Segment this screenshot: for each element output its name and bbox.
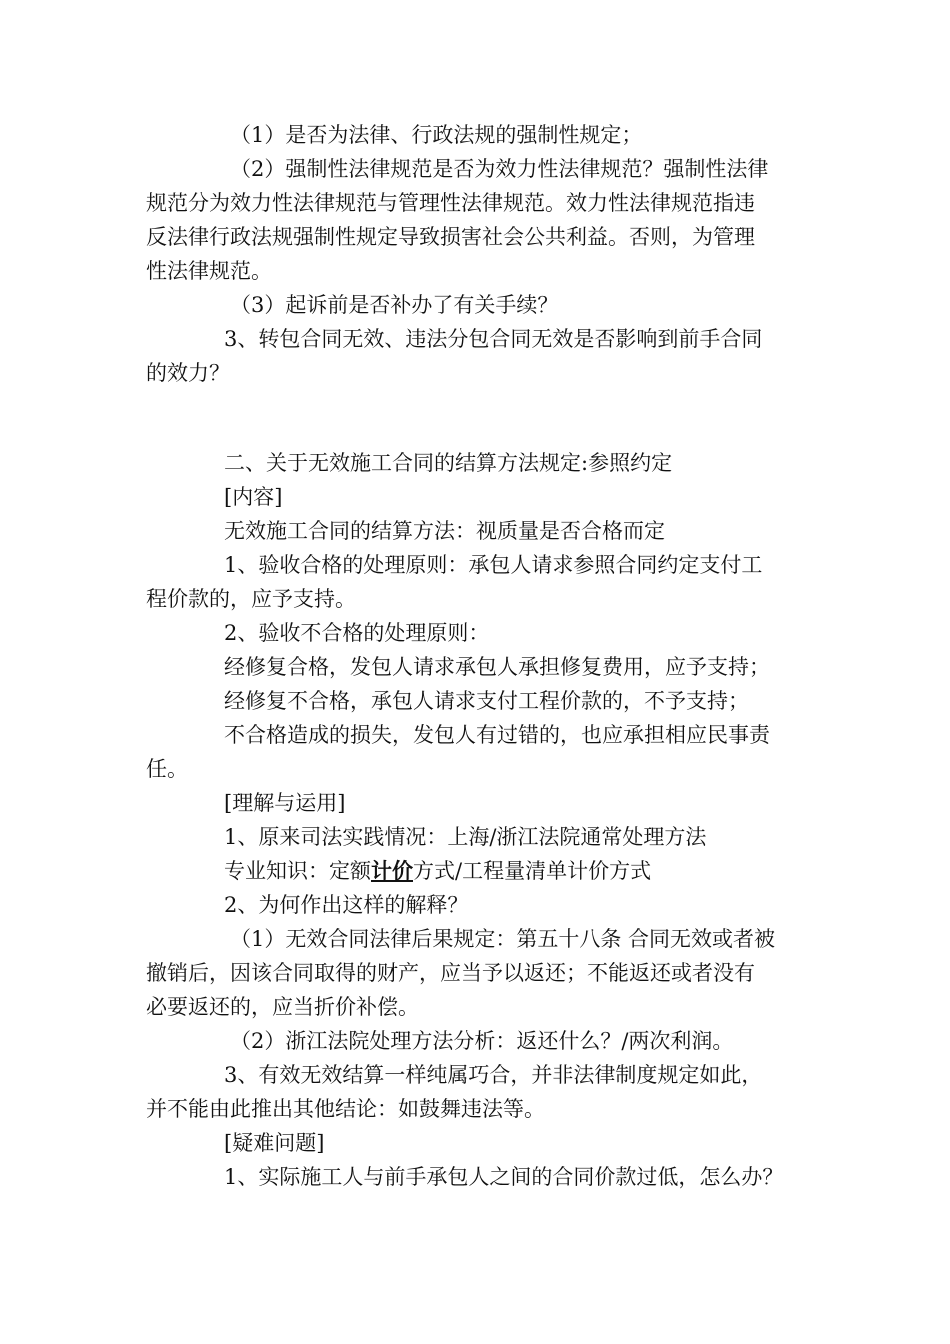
paragraph-line: 3、转包合同无效、违法分包合同无效是否影响到前手合同 xyxy=(224,327,763,351)
paragraph-line: 并不能由此推出其他结论：如鼓舞违法等。 xyxy=(146,1097,545,1121)
understanding-label: [理解与运用] xyxy=(224,791,346,815)
repaired-unqualified-line: 经修复不合格，承包人请求支付工程价款的，不予支持； xyxy=(224,689,749,713)
loss-liability-paragraph xyxy=(146,718,806,786)
paragraph-line: 反法律行政法规强制性规定导致损害社会公共利益。否则，为管理 xyxy=(146,225,755,249)
repaired-qualified-line: 经修复合格，发包人请求承包人承担修复费用，应予支持； xyxy=(224,655,770,679)
paragraph-line: 3、有效无效结算一样纯属巧合，并非法律制度规定如此， xyxy=(224,1063,763,1087)
knowledge-suffix: 方式/工程量清单计价方式 xyxy=(413,859,652,883)
why-explanation-line: 2、为何作出这样的解释？ xyxy=(224,893,469,917)
paragraph-line: 规范分为效力性法律规范与管理性法律规范。效力性法律规范指违 xyxy=(146,191,755,215)
section-spacer xyxy=(146,390,806,446)
coincidence-paragraph xyxy=(146,1058,806,1126)
content-label: [内容] xyxy=(224,485,283,509)
zhejiang-analysis-line: （2）浙江法院处理方法分析：返还什么？/两次利润。 xyxy=(230,1029,734,1053)
item-3-line: （3）起诉前是否补办了有关手续？ xyxy=(230,293,559,317)
invalid-contract-consequence-paragraph xyxy=(146,922,806,1024)
difficult-issues-label: [疑难问题] xyxy=(224,1131,325,1155)
paragraph-line: （2）强制性法律规范是否为效力性法律规范？强制性法律 xyxy=(230,157,769,181)
knowledge-prefix: 专业知识：定额 xyxy=(224,859,371,883)
paragraph-line: 不合格造成的损失，发包人有过错的，也应承担相应民事责 xyxy=(224,723,770,747)
item-2-paragraph xyxy=(146,152,806,288)
judicial-practice-line: 1、原来司法实践情况：上海/浙江法院通常处理方法 xyxy=(224,825,707,849)
difficult-issue-1-line: 1、实际施工人与前手承包人之间的合同价款过低，怎么办？ xyxy=(224,1165,784,1189)
acceptance-unqualified-line: 2、验收不合格的处理原则： xyxy=(224,621,490,645)
paragraph-line: （1）无效合同法律后果规定：第五十八条 合同无效或者被 xyxy=(230,927,776,951)
question-3-paragraph xyxy=(146,322,806,390)
section-heading: 二、关于无效施工合同的结算方法规定:参照约定 xyxy=(224,451,673,475)
paragraph-line: 任。 xyxy=(146,757,188,781)
paragraph-line: 撤销后，因该合同取得的财产，应当予以返还；不能返还或者没有 xyxy=(146,961,755,985)
paragraph-line: 必要返还的，应当折价补偿。 xyxy=(146,995,419,1019)
intro-line: 无效施工合同的结算方法：视质量是否合格而定 xyxy=(224,519,665,543)
pricing-link[interactable]: 计价 xyxy=(371,858,413,883)
paragraph-line: 程价款的，应予支持。 xyxy=(146,587,356,611)
acceptance-qualified-paragraph xyxy=(146,548,806,616)
paragraph-line: 性法律规范。 xyxy=(146,259,272,283)
paragraph-line: 的效力？ xyxy=(146,361,230,385)
item-1-line: （1）是否为法律、行政法规的强制性规定； xyxy=(230,123,643,147)
document-body xyxy=(146,118,806,1194)
paragraph-line: 1、验收合格的处理原则：承包人请求参照合同约定支付工 xyxy=(224,553,763,577)
professional-knowledge-line xyxy=(146,854,806,888)
